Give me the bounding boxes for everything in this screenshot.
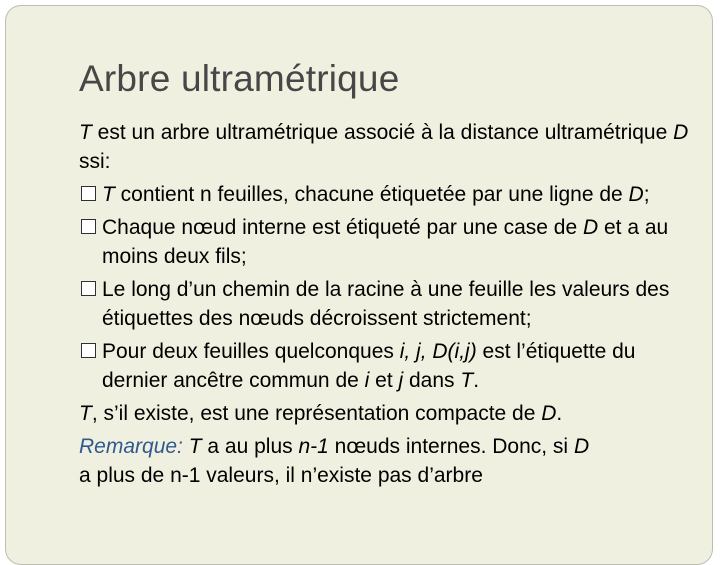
intro-tree-var: T <box>79 121 92 144</box>
bullet-2-text-1: Chaque nœud interne est étiqueté par une case de <box>102 216 583 239</box>
remark-tree-var: T <box>188 435 202 458</box>
bullet-1-distance-var: D <box>628 183 644 206</box>
intro-distance-var: D <box>673 121 689 144</box>
bullet-3-text: Le long d’un chemin de la racine à une feuille les valeurs des étiquettes des nœuds décroissent strictement; <box>102 278 670 330</box>
bullet-4-end: . <box>473 369 480 392</box>
bullet-2-distance-var: D <box>583 216 599 239</box>
bullet-4-i-var: i <box>364 369 370 392</box>
bullet-4-text-4: dans <box>403 369 461 392</box>
bullet-1-end: ; <box>643 183 650 206</box>
remark-paragraph <box>79 432 704 490</box>
conclusion-text-1: , s’il existe, est une représentation compacte de <box>91 402 542 425</box>
conclusion-text-2: . <box>556 402 563 425</box>
bullet-1-tree-var: T <box>102 183 115 206</box>
bullet-4-text-3: et <box>369 369 399 392</box>
bullet-4-text-1: Pour deux feuilles quelconques <box>102 340 400 363</box>
square-bullet-icon <box>81 219 96 234</box>
intro-paragraph <box>79 118 704 176</box>
remark-label: Remarque: <box>79 435 183 458</box>
intro-text-1: est un arbre ultramétrique associé à la distance ultramétrique <box>91 121 674 144</box>
square-bullet-icon <box>81 186 96 201</box>
bullet-1-text: contient n feuilles, chacune étiquetée par une ligne de <box>114 183 629 206</box>
bullet-4-j-var: j <box>398 369 404 392</box>
bullet-item-path <box>79 275 704 333</box>
square-bullet-icon <box>81 343 96 358</box>
bullet-2-text-2: et a au moins deux fils; <box>102 216 669 268</box>
conclusion-tree-var: T <box>79 402 92 425</box>
conclusion-distance-var: D <box>541 402 557 425</box>
intro-text-2: ssi: <box>79 150 111 173</box>
bullet-4-vars: i, j, D(i,j) <box>399 340 477 363</box>
slide-title: Arbre ultramétrique <box>79 58 400 99</box>
remark-line-2: a plus de n-1 valeurs, il n’existe pas d’arbre <box>79 464 483 487</box>
square-bullet-icon <box>81 281 96 296</box>
bullet-item-leaves <box>79 180 704 209</box>
remark-distance-var: D <box>573 435 590 458</box>
remark-text-2: nœuds internes. Donc, si <box>328 435 574 458</box>
bullet-item-internal-nodes <box>79 213 704 271</box>
slide-body <box>79 118 704 494</box>
bullet-4-text-2: est l’étiquette du dernier ancêtre commun de <box>102 340 636 392</box>
conclusion-paragraph <box>79 399 704 428</box>
remark-text-1: a au plus <box>201 435 299 458</box>
bullet-4-tree-var: T <box>460 369 474 392</box>
remark-n-var: n-1 <box>298 435 329 458</box>
bullet-item-ancestor <box>79 337 704 395</box>
